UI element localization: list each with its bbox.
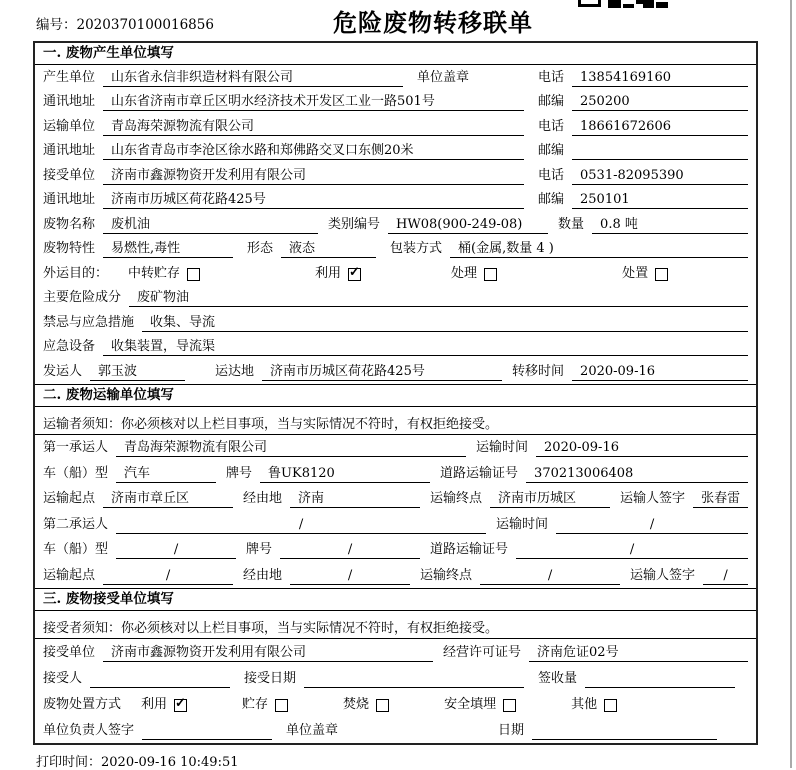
transporter-field: 青岛海荣源物流有限公司	[103, 118, 524, 136]
waste-name-label: 废物名称	[43, 216, 96, 232]
section3-body	[35, 611, 756, 743]
qr-block	[636, 0, 643, 4]
producer-label: 产生单位	[43, 69, 96, 85]
disposal-option-landfill	[444, 696, 516, 714]
physical-form-label: 形态	[247, 241, 274, 256]
disposal-incinerate-label: 焚烧	[343, 696, 370, 712]
hazard-component-field: 废矿物油	[129, 289, 748, 307]
head-signature-label: 单位负责人签字	[43, 722, 135, 738]
receiver-address-field: 济南市历城区荷花路425号	[103, 191, 524, 209]
carrier1-origin-field: 济南市章丘区	[103, 490, 233, 508]
carrier2-via-label: 经由地	[243, 567, 283, 583]
purpose-dispose-checkbox	[655, 268, 668, 281]
shipper-field: 郭玉波	[90, 363, 185, 381]
carrier1-via-field: 济南	[290, 490, 420, 508]
carrier1-plate-field: 鲁UK8120	[260, 465, 430, 483]
page-title: 危险废物转移联单	[333, 8, 533, 37]
shipper-row	[35, 359, 756, 384]
receiver-phone-label: 电话	[538, 167, 565, 183]
purpose-utilize-checkbox	[348, 268, 361, 281]
emergency-equipment-label: 应急设备	[43, 339, 96, 354]
carrier1-vehicle-field: 汽车	[116, 465, 216, 483]
carrier1-field: 青岛海荣源物流有限公司	[116, 439, 466, 457]
carrier2-vehicle-field: /	[116, 541, 236, 559]
transporter-phone-col	[538, 118, 748, 136]
qr-block	[643, 0, 654, 8]
purpose-option-dispose	[622, 265, 668, 283]
carrier2-via-field: /	[290, 567, 410, 585]
carrier2-label: 第二承运人	[43, 516, 109, 532]
carrier1-permit-label: 道路运输证号	[440, 465, 519, 481]
carrier2-time-label: 运输时间	[496, 516, 549, 532]
acceptor-notice: 接受者须知：你必须核对以上栏目事项，当与实际情况不符时，有权拒绝接受。	[35, 611, 756, 639]
waste-trait-field: 易燃性,毒性	[103, 240, 233, 258]
producer-zip-field: 250200	[572, 93, 748, 111]
producer-phone-field: 13854169160	[572, 69, 748, 87]
disposal-utilize-label: 利用	[141, 696, 168, 712]
hazard-component-row	[35, 286, 756, 311]
qr-finder-piece	[578, 0, 601, 7]
purpose-row	[35, 261, 756, 286]
transporter-zip-field	[572, 142, 748, 160]
carrier1-end-field: 济南市历城区	[490, 490, 610, 508]
producer-phone-label: 电话	[538, 69, 565, 85]
taboo-measures-label: 禁忌与应急措施	[43, 314, 135, 330]
transporter-notice: 运输者须知：你必须核对以上栏目事项，当与实际情况不符时，有权拒绝接受。	[35, 407, 756, 435]
disposal-landfill-checkbox	[503, 699, 516, 712]
print-time-label: 打印时间：	[36, 755, 102, 770]
accept-date-label: 接受日期	[244, 670, 297, 686]
transporter-row	[35, 114, 756, 139]
producer-zip-col	[538, 93, 748, 111]
receiver-field: 济南市鑫源物资开发利用有限公司	[103, 167, 524, 185]
serial-value: 2020370100016856	[76, 17, 214, 33]
purpose-dispose-label: 处置	[622, 265, 649, 281]
carrier1-permit-field: 370213006408	[526, 465, 748, 483]
carrier2-time-field: /	[556, 516, 748, 534]
carrier1-time-field: 2020-09-16	[536, 439, 748, 457]
accept-unit-field: 济南市鑫源物资开发利用有限公司	[103, 644, 433, 662]
license-field: 济南危证02号	[529, 644, 748, 662]
disposal-storage-checkbox	[275, 699, 288, 712]
carrier2-origin-field: /	[103, 567, 233, 585]
carrier2-plate-label: 牌号	[246, 542, 273, 557]
qr-block	[656, 2, 668, 8]
date-label: 日期	[498, 722, 525, 738]
carrier2-permit-field: /	[516, 541, 748, 559]
serial-number	[36, 13, 214, 33]
packaging-label: 包装方式	[390, 241, 443, 256]
carrier1-sign-field: 张春雷	[693, 490, 748, 508]
emergency-equipment-row	[35, 335, 756, 360]
head-signature-field	[142, 722, 272, 740]
accept-unit-row	[35, 639, 756, 665]
destination-label: 运达地	[215, 363, 255, 379]
print-time	[36, 751, 239, 770]
receiver-row	[35, 163, 756, 188]
disposal-incinerate-checkbox	[376, 699, 389, 712]
carrier1-vehicle-row	[35, 460, 756, 486]
transporter-zip-col	[538, 142, 748, 160]
qr-code-fragment	[578, 0, 673, 8]
purpose-transfer-storage-label: 中转贮存	[128, 265, 181, 281]
producer-zip-label: 邮编	[538, 94, 565, 109]
qr-block	[608, 0, 621, 8]
transporter-address-row	[35, 139, 756, 164]
purpose-treat-checkbox	[484, 268, 497, 281]
page-edge-line	[790, 0, 792, 768]
receiver-phone-field: 0531-82095390	[572, 167, 748, 185]
receiver-zip-label: 邮编	[538, 192, 565, 207]
carrier2-field: /	[116, 516, 486, 534]
receiver-address-row	[35, 188, 756, 213]
transfer-time-label: 转移时间	[512, 363, 565, 379]
waste-trait-label: 废物特性	[43, 241, 96, 256]
carrier1-via-label: 经由地	[243, 491, 283, 506]
receiver-phone-col	[538, 167, 748, 185]
receiver-label: 接受单位	[43, 167, 96, 183]
category-code-label: 类别编号	[328, 216, 381, 232]
taboo-measures-row	[35, 310, 756, 335]
category-code-field: HW08(900-249-08)	[388, 216, 548, 234]
transporter-address-label: 通讯地址	[43, 143, 96, 158]
transporter-phone-field: 18661672606	[572, 118, 748, 136]
carrier1-end-label: 运输终点	[430, 491, 483, 506]
transfer-time-field: 2020-09-16	[572, 363, 748, 381]
carrier2-route-row	[35, 562, 756, 588]
section2-body	[35, 407, 756, 588]
manifest-form	[33, 41, 758, 745]
receiver-address-label: 通讯地址	[43, 192, 96, 207]
transporter-address-field: 山东省青岛市李沧区徐水路和郑佛路交叉口东侧20米	[103, 142, 524, 160]
carrier2-sign-label: 运输人签字	[630, 567, 696, 583]
license-label: 经营许可证号	[443, 644, 522, 660]
transporter-label: 运输单位	[43, 118, 96, 134]
purpose-transfer-storage-checkbox	[187, 268, 200, 281]
transporter-phone-label: 电话	[538, 118, 565, 134]
carrier2-plate-field: /	[280, 541, 420, 559]
carrier1-origin-label: 运输起点	[43, 491, 96, 506]
receiver-zip-field: 250101	[572, 191, 748, 209]
shipper-label: 发运人	[43, 363, 83, 379]
acceptor-field	[90, 670, 230, 688]
carrier2-permit-label: 道路运输证号	[430, 542, 509, 557]
carrier2-origin-label: 运输起点	[43, 567, 96, 583]
quantity-field: 0.8 吨	[592, 216, 748, 234]
waste-name-field: 废机油	[103, 216, 318, 234]
received-qty-label: 签收量	[538, 670, 578, 686]
unit-seal-label: 单位盖章	[417, 69, 470, 85]
disposal-option-storage	[242, 696, 288, 714]
carrier1-time-label: 运输时间	[476, 440, 529, 455]
emergency-equipment-field: 收集装置，导流渠	[103, 338, 748, 356]
serial-label: 编号：	[36, 17, 77, 33]
producer-phone-col	[538, 69, 748, 87]
producer-row	[35, 65, 756, 90]
hazard-component-label: 主要危险成分	[43, 290, 122, 305]
acceptor-row	[35, 665, 756, 691]
carrier2-vehicle-row	[35, 537, 756, 563]
waste-trait-row	[35, 237, 756, 262]
received-qty-field	[585, 670, 735, 688]
purpose-treat-label: 处理	[451, 265, 478, 281]
disposal-other-checkbox	[604, 699, 617, 712]
purpose-label: 外运目的：	[43, 265, 109, 281]
producer-address-label: 通讯地址	[43, 94, 96, 109]
disposal-option-utilize	[141, 696, 187, 714]
receiver-zip-col	[538, 191, 748, 209]
section3-header: 三. 废物接受单位填写	[35, 588, 756, 611]
producer-field: 山东省永信非织造材料有限公司	[103, 69, 403, 87]
carrier1-row	[35, 435, 756, 461]
carrier1-vehicle-label: 车（船）型	[43, 465, 109, 481]
purpose-option-utilize	[315, 265, 361, 283]
producer-address-field: 山东省济南市章丘区明水经济技术开发区工业一路501号	[103, 93, 524, 111]
purpose-option-treat	[451, 265, 497, 283]
carrier2-vehicle-label: 车（船）型	[43, 542, 109, 557]
disposal-utilize-checkbox	[174, 699, 187, 712]
physical-form-field: 液态	[281, 240, 376, 258]
accept-unit-label: 接受单位	[43, 644, 96, 660]
head-signature-row	[35, 717, 756, 743]
transporter-zip-label: 邮编	[538, 143, 565, 158]
purpose-utilize-label: 利用	[315, 265, 342, 281]
producer-address-row	[35, 90, 756, 115]
disposal-method-label: 废物处置方式	[43, 696, 122, 712]
carrier1-label: 第一承运人	[43, 440, 109, 455]
carrier1-plate-label: 牌号	[226, 465, 253, 481]
carrier2-sign-field: /	[703, 567, 748, 585]
disposal-option-other	[571, 696, 617, 714]
section1-header: 一. 废物产生单位填写	[35, 43, 756, 65]
taboo-measures-field: 收集、导流	[142, 314, 748, 332]
packaging-field: 桶(金属,数量 4 )	[450, 240, 748, 258]
disposal-other-label: 其他	[571, 696, 598, 712]
print-time-value: 2020-09-16 10:49:51	[101, 755, 239, 770]
carrier2-row	[35, 511, 756, 537]
date-field	[532, 722, 717, 740]
unit-seal-label-2: 单位盖章	[286, 722, 339, 738]
section2-header: 二. 废物运输单位填写	[35, 384, 756, 407]
carrier2-end-label: 运输终点	[420, 567, 473, 583]
disposal-option-incinerate	[343, 696, 389, 714]
acceptor-label: 接受人	[43, 670, 83, 686]
carrier1-route-row	[35, 486, 756, 512]
qr-block	[623, 4, 634, 8]
section1-body	[35, 65, 756, 384]
disposal-landfill-label: 安全填埋	[444, 696, 497, 712]
carrier2-end-field: /	[480, 567, 620, 585]
carrier1-sign-label: 运输人签字	[620, 491, 686, 506]
purpose-option-transfer-storage	[128, 265, 200, 283]
waste-name-row	[35, 212, 756, 237]
quantity-label: 数量	[558, 216, 585, 232]
destination-field: 济南市历城区荷花路425号	[262, 363, 502, 381]
disposal-storage-label: 贮存	[242, 696, 269, 712]
accept-date-field	[304, 670, 524, 688]
disposal-method-row	[35, 691, 756, 717]
